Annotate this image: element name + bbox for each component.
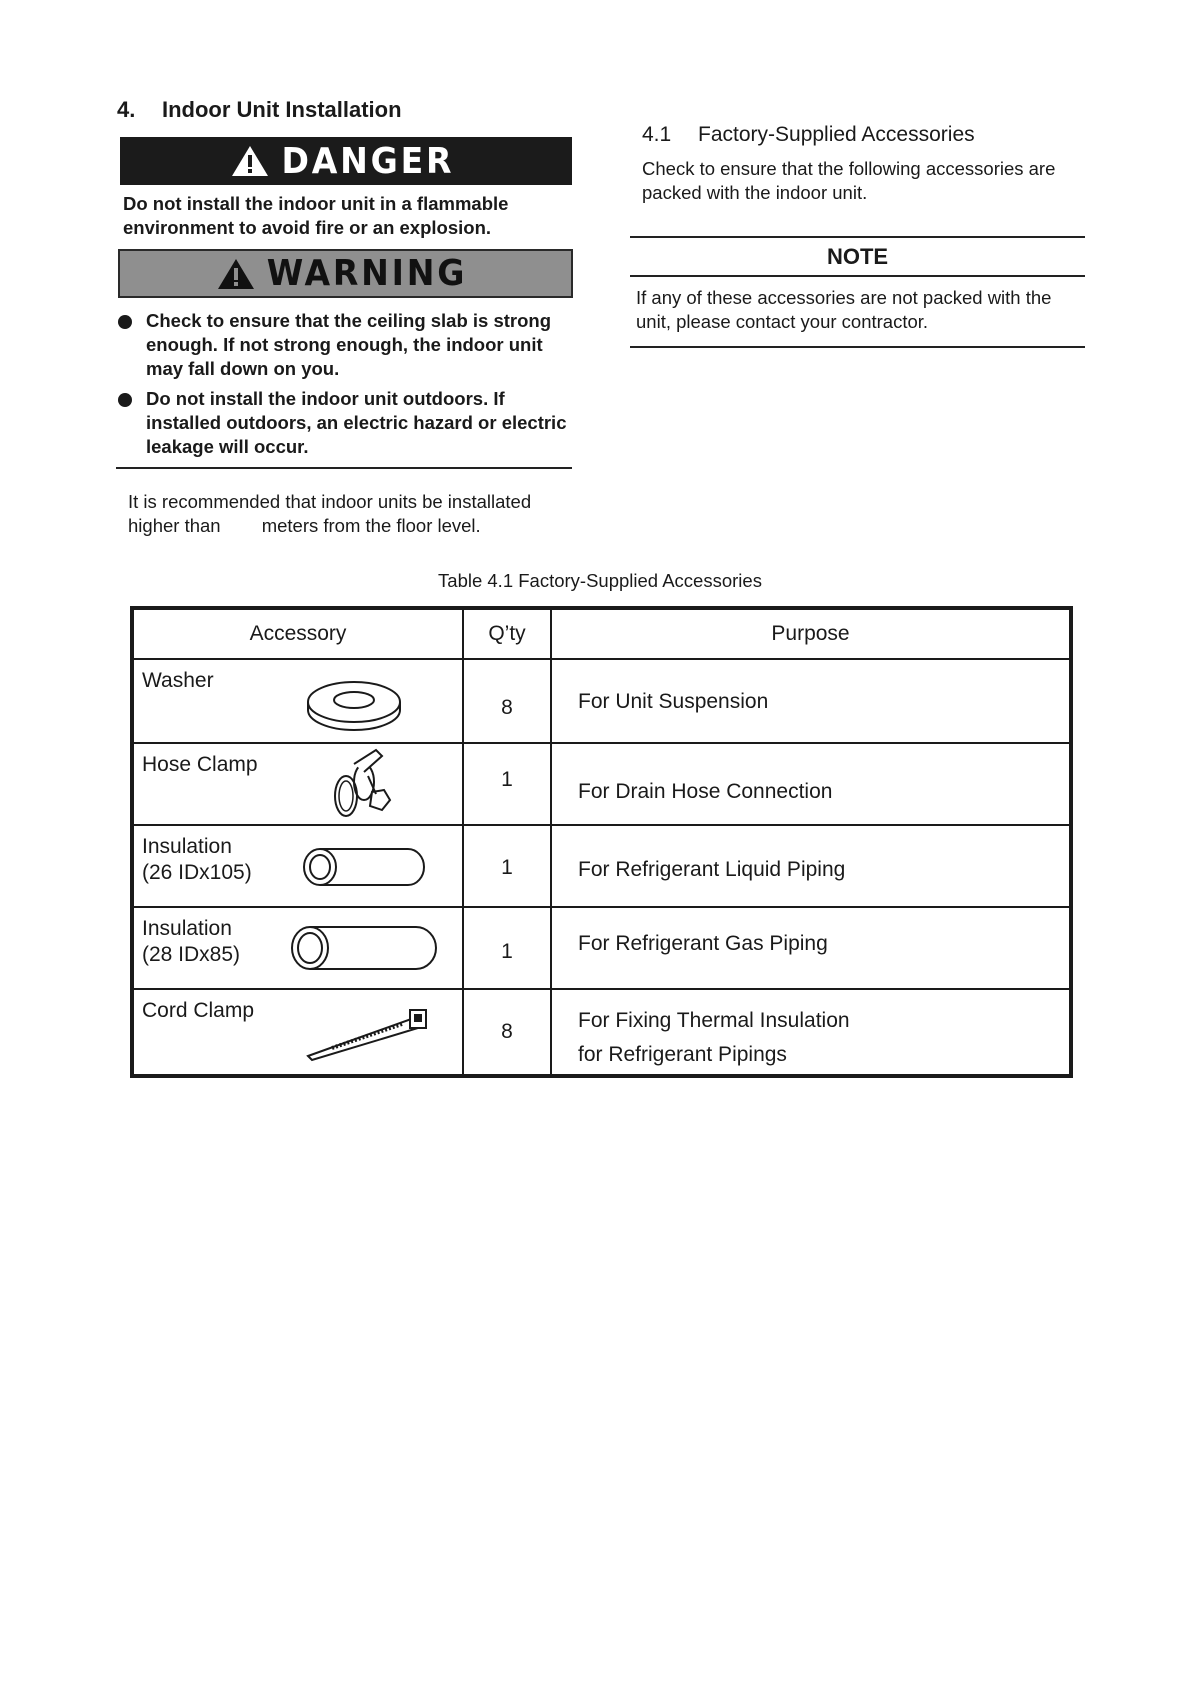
subsection-number: 4.1 [642, 123, 672, 146]
qty-value: 8 [501, 1020, 513, 1043]
note-text: If any of these accessories are not packed with the unit, please contact your contractor. [636, 287, 1052, 332]
divider [630, 346, 1085, 348]
qty-cell [463, 907, 551, 989]
purpose-cell [551, 659, 1071, 743]
table-row [132, 989, 1071, 1076]
warning-triangle-icon [230, 144, 270, 178]
recommendation-line: It is recommended that indoor units be installated [128, 491, 532, 512]
recommendation-text [128, 490, 588, 538]
warning-item [116, 309, 576, 381]
qty-value: 1 [501, 768, 513, 791]
accessory-name [142, 916, 240, 968]
purpose-text: For Refrigerant Liquid Piping [578, 858, 846, 881]
insulation-tube-icon [302, 846, 428, 888]
accessory-name: Cord Clamp [142, 999, 255, 1022]
bullet-icon [118, 393, 132, 407]
purpose-text: For Refrigerant Gas Piping [578, 932, 828, 955]
warning-label: WARNING [266, 253, 467, 294]
accessory-cell [132, 743, 463, 825]
washer-icon [304, 676, 404, 734]
qty-cell [463, 743, 551, 825]
insulation-tube-icon [290, 924, 438, 972]
accessory-name-line: Insulation [142, 917, 232, 940]
purpose-cell [551, 907, 1071, 989]
accessory-name: Washer [142, 669, 214, 692]
purpose-text: For Fixing Thermal Insulation [578, 1009, 850, 1032]
header-purpose: Purpose [551, 608, 1071, 659]
note-title: NOTE [826, 244, 889, 269]
qty-value: 8 [501, 696, 513, 719]
accessory-name-line: Insulation [142, 835, 232, 858]
divider [116, 467, 572, 469]
warning-banner [118, 249, 573, 298]
section-title: Indoor Unit Installation [162, 97, 402, 122]
accessory-cell [132, 907, 463, 989]
accessory-name: Hose Clamp [142, 753, 258, 776]
purpose-text: For Drain Hose Connection [578, 780, 833, 803]
purpose-text: For Unit Suspension [578, 690, 769, 713]
subsection-title: Factory-Supplied Accessories [698, 123, 975, 146]
accessories-table [130, 606, 1073, 1078]
hose-clamp-icon [324, 746, 404, 822]
purpose-text: for Refrigerant Pipings [578, 1043, 787, 1066]
warning-item-text: Do not install the indoor unit outdoors. If installed outdoors, an electric hazard or electric leakage will occur. [146, 388, 567, 457]
header-accessory: Accessory [132, 608, 463, 659]
accessory-name-line: (26 IDx105) [142, 861, 252, 884]
divider [630, 275, 1085, 277]
warning-item [116, 387, 576, 459]
table-caption: Table 4.1 Factory-Supplied Accessories [438, 570, 762, 591]
qty-cell [463, 659, 551, 743]
qty-cell [463, 989, 551, 1076]
accessories-table-wrap [130, 606, 1073, 1078]
purpose-cell [551, 825, 1071, 907]
subsection-text: Check to ensure that the following accessories are packed with the indoor unit. [642, 158, 1056, 203]
warning-item-text: Check to ensure that the ceiling slab is strong enough. If not strong enough, the indoor unit may fall down on you. [146, 310, 552, 379]
recommendation-line: higher than meters from the floor level. [128, 515, 481, 536]
table-row [132, 825, 1071, 907]
danger-text: Do not install the indoor unit in a flammable environment to avoid fire or an explosion. [123, 193, 509, 238]
qty-value: 1 [501, 856, 513, 879]
accessory-name-line: (28 IDx85) [142, 943, 241, 966]
header-qty: Q’ty [463, 608, 551, 659]
section-number: 4. [117, 97, 136, 122]
table-row [132, 907, 1071, 989]
danger-banner [120, 137, 572, 185]
purpose-cell [551, 743, 1071, 825]
accessory-cell [132, 989, 463, 1076]
purpose-cell [551, 989, 1071, 1076]
accessory-cell [132, 825, 463, 907]
danger-label: DANGER [281, 140, 455, 182]
warning-triangle-icon [216, 257, 256, 291]
bullet-icon [118, 315, 132, 329]
table-row [132, 659, 1071, 743]
qty-cell [463, 825, 551, 907]
table-header-row [132, 608, 1071, 659]
qty-value: 1 [501, 940, 513, 963]
warning-list [116, 309, 576, 465]
cord-clamp-icon [302, 1004, 432, 1062]
accessory-cell [132, 659, 463, 743]
divider [630, 236, 1085, 238]
table-row [132, 743, 1071, 825]
accessory-name [142, 834, 252, 886]
